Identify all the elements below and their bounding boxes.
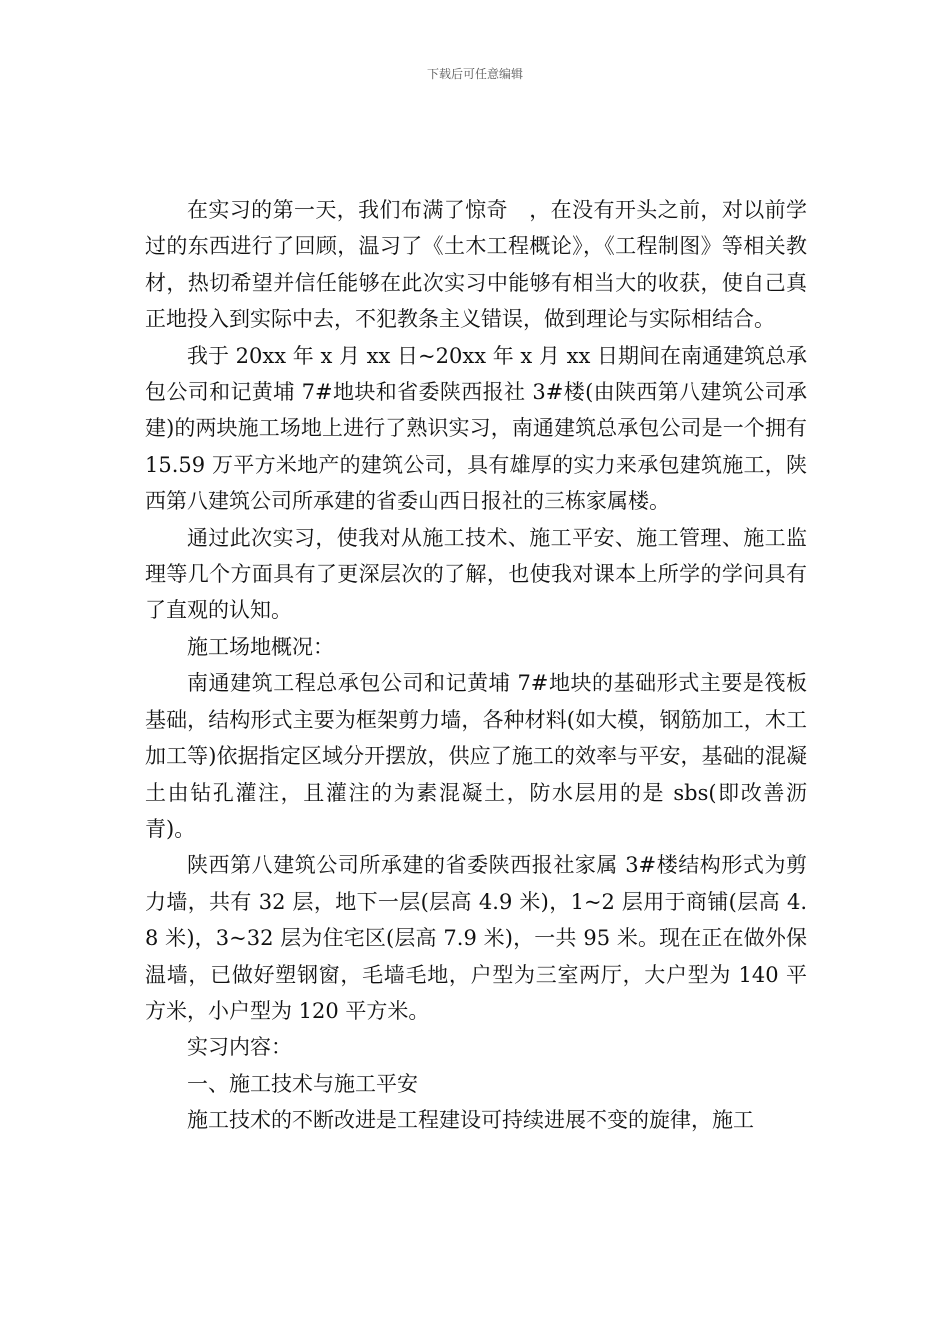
- paragraph-nantong-site: 南通建筑工程总承包公司和记黄埔 7#地块的基础形式主要是筏板基础，结构形式主要为框架剪力墙，各种材料(如大模，钢筋加工，木工加工等)依据指定区域分开摆放，供应了施工的效率与平安，基础的混凝土由钻孔灌注，且灌注的为素混凝土，防水层用的是 sbs(即改善沥青)。: [145, 671, 807, 841]
- paragraph-construction-tech: 施工技术的不断改进是工程建设可持续进展不变的旋律，施工: [187, 1108, 754, 1133]
- section-heading-internship-content: 实习内容：: [187, 1035, 292, 1060]
- document-body: [145, 192, 807, 1139]
- section-heading-site-overview: 施工场地概况：: [187, 634, 334, 659]
- page-header-note: 下载后可任意编辑: [426, 67, 523, 81]
- paragraph-first-day: 在实习的第一天，我们布满了惊奇 ，在没有开头之前，对以前学过的东西进行了回顾，温习了《土木工程概论》，《工程制图》等相关教材，热切希望并信任能够在此次实习中能够有相当大的收获，使自己真正地投入到实际中去，不犯教条主义错误，做到理论与实际相结合。: [145, 198, 807, 332]
- paragraph-understanding: 通过此次实习，使我对从施工技术、施工平安、施工管理、施工监理等几个方面具有了更深层次的了解，也使我对课本上所学的学问具有了直观的认知。: [145, 525, 807, 623]
- section-heading-construction-tech-safety: 一、施工技术与施工平安: [187, 1071, 418, 1096]
- paragraph-shaanxi-building: 陕西第八建筑公司所承建的省委陕西报社家属 3#楼结构形式为剪力墙，共有 32 层，地下一层(层高 4.9 米)，1~2 层用于商铺(层高 4.8 米)，3~32 层为住宅区(层高 7.9 米)，一共 95 米。现在正在做外保温墙，已做好塑钢窗，毛墙毛地，户型为三室两厅，大户型为 140 平方米，小户型为 120 平方米。: [145, 853, 807, 1023]
- paragraph-internship-period: 我于 20xx 年 x 月 xx 日~20xx 年 x 月 xx 日期间在南通建筑总承包公司和记黄埔 7#地块和省委陕西报社 3#楼(由陕西第八建筑公司承建)的两块施工场地上进行了熟识实习，南通建筑总承包公司是一个拥有 15.59 万平方米地产的建筑公司，具有雄厚的实力来承包建筑施工，陕西第八建筑公司所承建的省委山西日报社的三栋家属楼。: [145, 343, 807, 514]
